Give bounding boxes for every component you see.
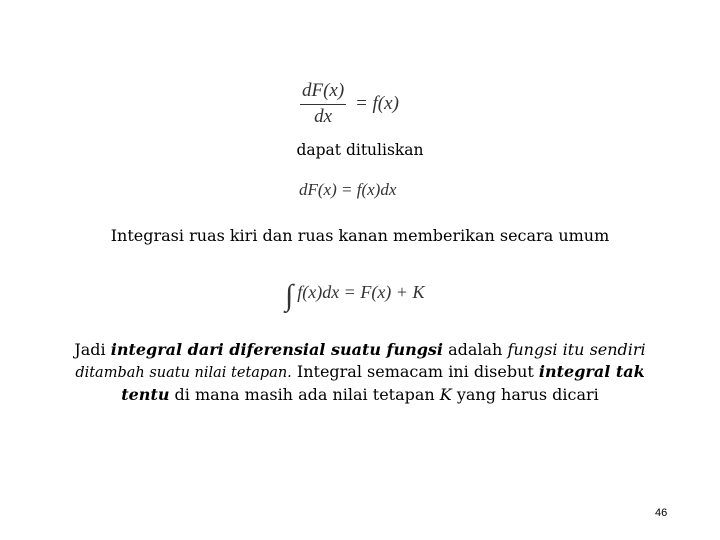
integral-body: f(x)dx = F(x) + K bbox=[297, 282, 425, 302]
text-integrasi-ruas: Integrasi ruas kiri dan ruas kanan memberikan secara umum bbox=[110, 226, 610, 245]
emphasis-bold-italic: integral tak bbox=[538, 362, 645, 381]
page-number: 46 bbox=[655, 507, 668, 519]
paragraph-line-1 bbox=[0, 339, 720, 361]
equation-rhs: = f(x) bbox=[354, 93, 399, 114]
text-dapat-dituliskan: dapat dituliskan bbox=[296, 141, 424, 159]
emphasis-bold-italic: tentu bbox=[121, 385, 170, 404]
equation-derivative-fraction bbox=[300, 80, 399, 128]
equation-indefinite-integral bbox=[285, 279, 424, 313]
paragraph-conclusion bbox=[0, 339, 720, 406]
fraction bbox=[300, 80, 346, 128]
text-segment: Jadi bbox=[74, 340, 111, 359]
equation-differential: dF(x) = f(x)dx bbox=[299, 180, 397, 199]
integral-sign: ∫ bbox=[285, 279, 294, 312]
paragraph-line-2 bbox=[0, 361, 720, 384]
text-segment: adalah bbox=[442, 340, 508, 359]
text-segment: di mana masih ada nilai tetapan bbox=[169, 385, 440, 404]
text-segment: Integral semacam ini disebut bbox=[291, 362, 539, 381]
fraction-numerator: dF(x) bbox=[302, 80, 345, 101]
emphasis-italic: K bbox=[439, 385, 452, 404]
fraction-denominator: dx bbox=[314, 106, 333, 127]
emphasis-italic: ditambah suatu nilai tetapan. bbox=[75, 365, 292, 381]
paragraph-line-3 bbox=[0, 384, 720, 406]
text-segment: yang harus dicari bbox=[451, 385, 599, 404]
emphasis-italic: fungsi itu sendiri bbox=[507, 340, 646, 359]
emphasis-bold-italic: integral dari diferensial suatu fungsi bbox=[110, 340, 443, 359]
